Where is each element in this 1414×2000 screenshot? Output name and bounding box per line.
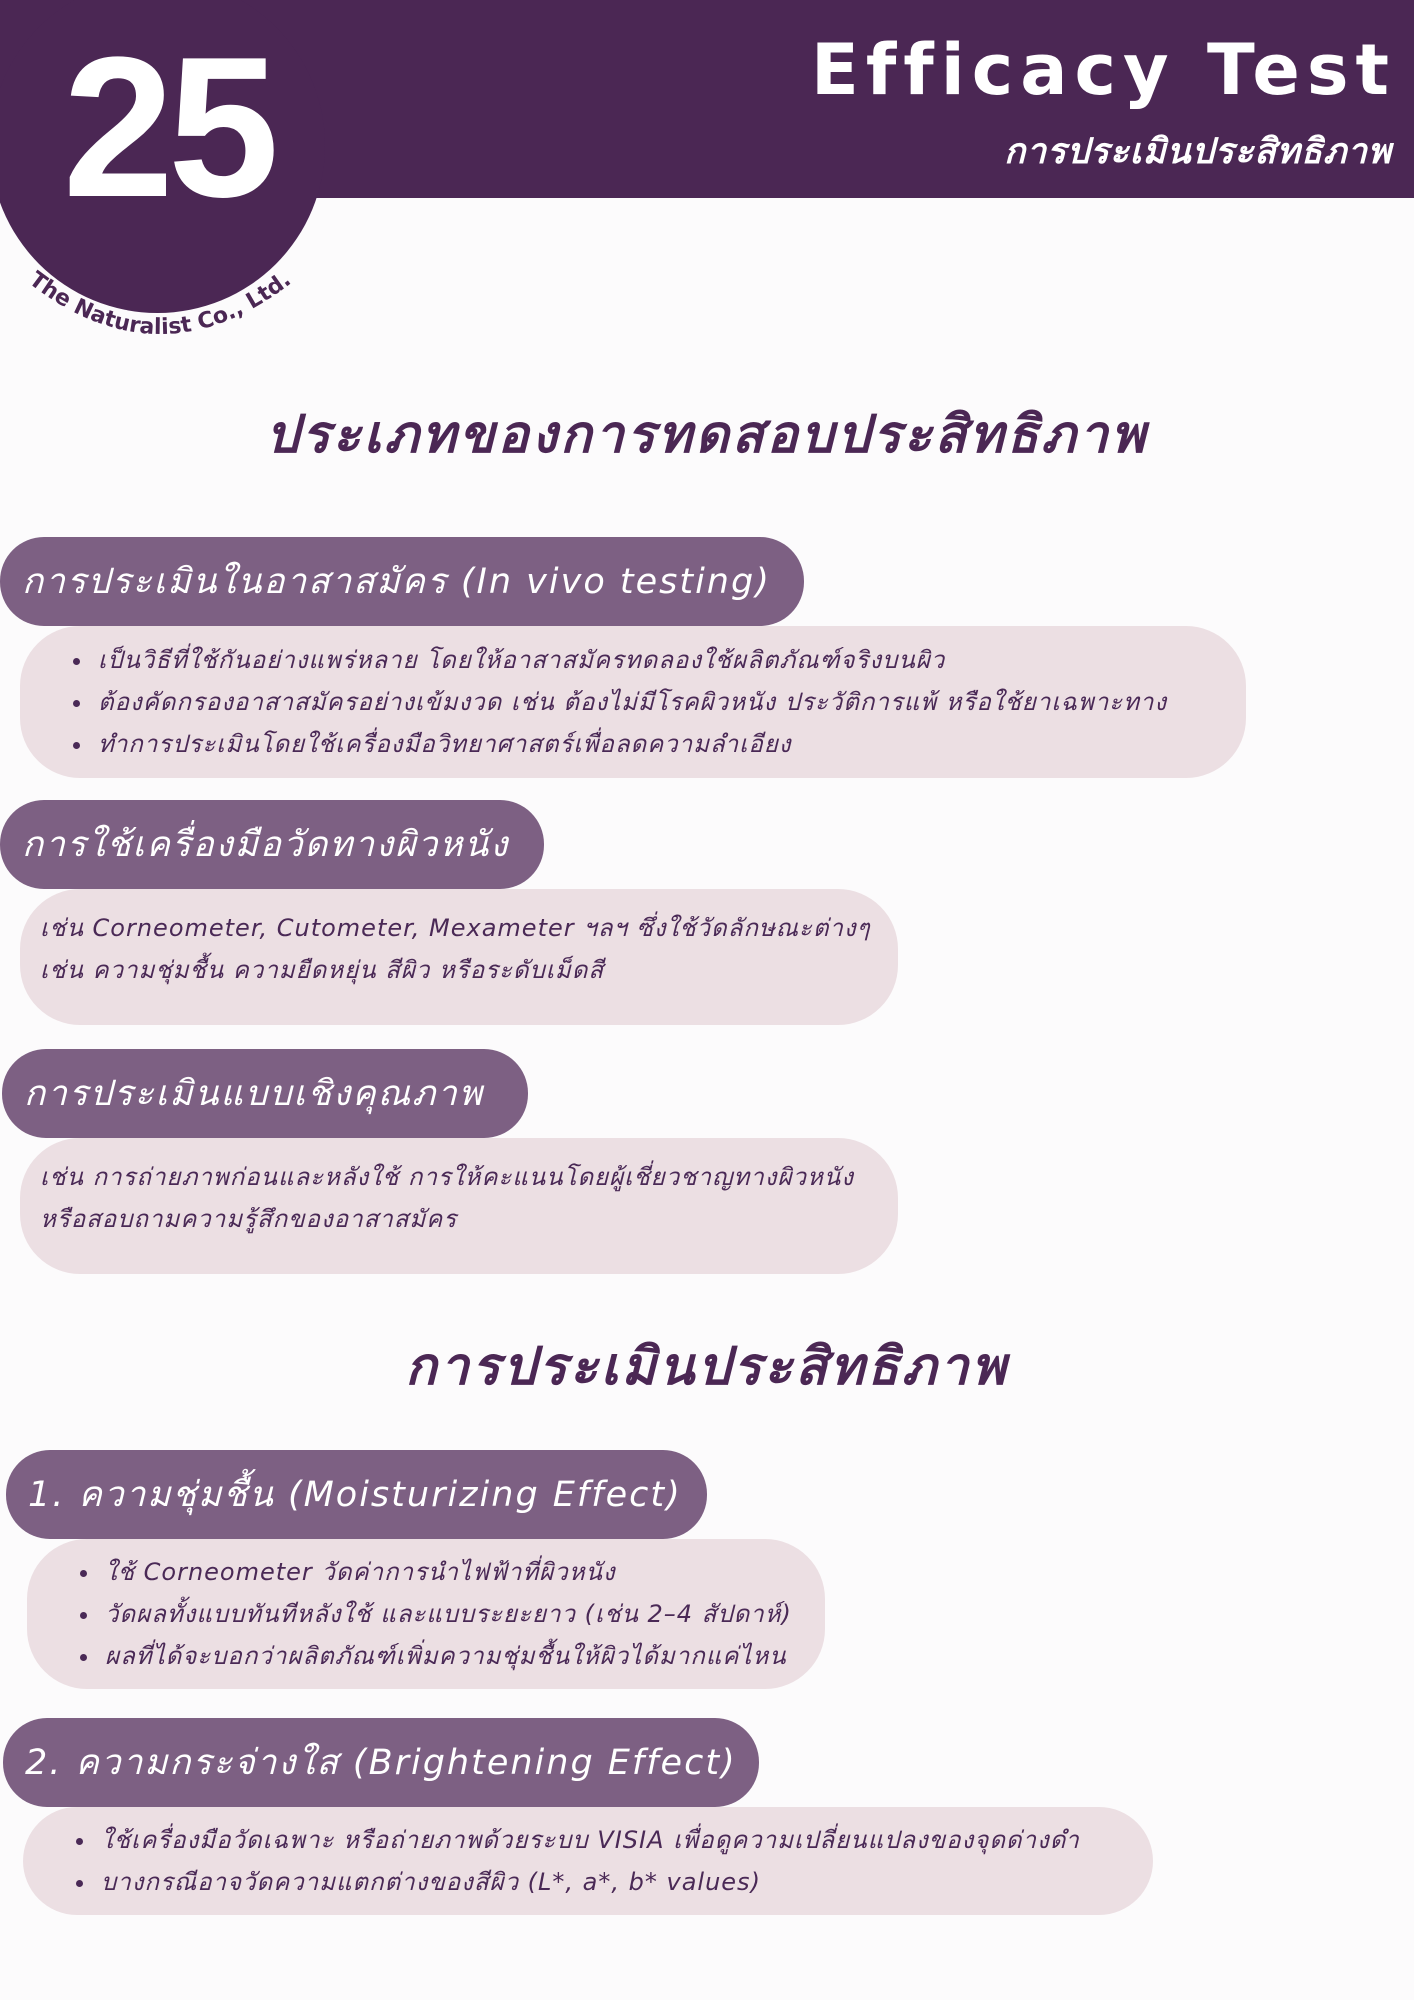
in-vivo-card — [20, 626, 1246, 778]
qualitative-text-line: เช่น การถ่ายภาพก่อนและหลังใช้ การให้คะแนนโดยผู้เชี่ยวชาญทางผิวหนัง — [40, 1163, 854, 1191]
logo-company-text — [24, 267, 296, 340]
page-title: Efficacy Test — [811, 29, 1396, 111]
section-heading-types: ประเภทของการทดสอบประสิทธิภาพ — [265, 405, 1149, 465]
brightening-bullet-list — [23, 1819, 1153, 1903]
logo-company-arc — [0, 260, 320, 380]
instruments-text-line: เช่น Corneometer, Cutometer, Mexameter ฯลฯ ซึ่งใช้วัดลักษณะต่างๆ — [40, 914, 871, 942]
list-item: • ใช้เครื่องมือวัดเฉพาะ หรือถ่ายภาพด้วยระบบ VISIA เพื่อดูความเปลี่ยนแปลงของจุดด่างดำ — [97, 1819, 1153, 1861]
moisturizing-card — [27, 1539, 825, 1689]
page-subtitle: การประเมินประสิทธิภาพ — [1004, 132, 1392, 172]
list-item: • ผลที่ได้จะบอกว่าผลิตภัณฑ์เพิ่มความชุ่มชื้นให้ผิวได้มากแค่ไหน — [101, 1635, 825, 1677]
moisturizing-bullet-list — [27, 1551, 825, 1677]
instruments-text-line: เช่น ความชุ่มชื้น ความยืดหยุ่น สีผิว หรือระดับเม็ดสี — [40, 956, 604, 984]
instruments-label: การใช้เครื่องมือวัดทางผิวหนัง — [0, 800, 544, 889]
brightening-label: 2. ความกระจ่างใส (Brightening Effect) — [3, 1718, 759, 1807]
list-item: • เป็นวิธีที่ใช้กันอย่างแพร่หลาย โดยให้อาสาสมัครทดลองใช้ผลิตภัณฑ์จริงบนผิว — [94, 639, 1246, 681]
qualitative-text-line: หรือสอบถามความรู้สึกของอาสาสมัคร — [40, 1205, 458, 1233]
list-item: • ต้องคัดกรองอาสาสมัครอย่างเข้มงวด เช่น ต้องไม่มีโรคผิวหนัง ประวัติการแพ้ หรือใช้ยาเฉพาะทาง — [94, 681, 1246, 723]
list-item: • บางกรณีอาจวัดความแตกต่างของสีผิว (L*, a*, b* values) — [97, 1861, 1153, 1903]
moisturizing-label: 1. ความชุ่มชื้น (Moisturizing Effect) — [6, 1450, 707, 1539]
section-heading-evaluation: การประเมินประสิทธิภาพ — [405, 1337, 1009, 1397]
logo-company: The Naturalist Co., Ltd. — [24, 267, 296, 341]
brightening-card — [23, 1807, 1153, 1915]
in-vivo-label: การประเมินในอาสาสมัคร (In vivo testing) — [0, 537, 804, 626]
list-item: • ใช้ Corneometer วัดค่าการนำไฟฟ้าที่ผิวหนัง — [101, 1551, 825, 1593]
logo-number: 25 — [62, 16, 274, 239]
in-vivo-bullet-list — [20, 639, 1246, 765]
qualitative-label: การประเมินแบบเชิงคุณภาพ — [2, 1049, 528, 1138]
list-item: • วัดผลทั้งแบบทันทีหลังใช้ และแบบระยะยาว (เช่น 2–4 สัปดาห์) — [101, 1593, 825, 1635]
qualitative-card — [20, 1138, 898, 1274]
list-item: • ทำการประเมินโดยใช้เครื่องมือวิทยาศาสตร์เพื่อลดความลำเอียง — [94, 723, 1246, 765]
instruments-card — [20, 889, 898, 1025]
